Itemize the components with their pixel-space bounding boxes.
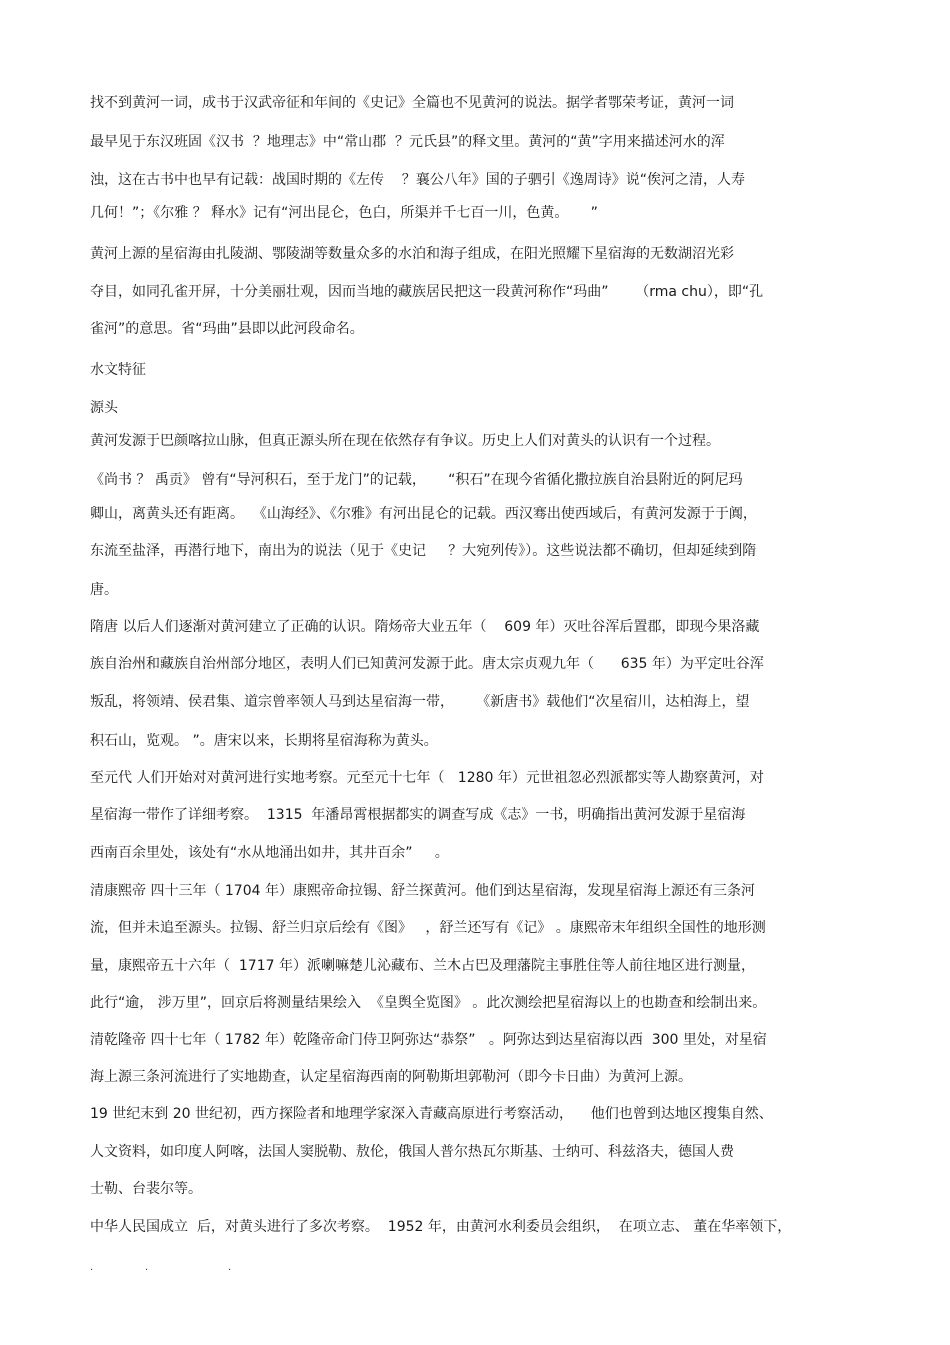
text-line: 唐。 [90,582,118,598]
text-line: 最早见于东汉班固《汉书 ？地理志》中“常山郡 ？元氏县”的释文里。黄河的“黄”字用来描述河水的浑 [90,134,725,150]
text-line: 《尚书 ？ 禹贡》 曾有“导河积石，至于龙门”的记载， “积石”在现今省循化撒拉族自治县附近的阿尼玛 [90,472,743,488]
text-line: 积石山，览观。 ”。唐宋以来，长期将星宿海称为黄头。 [90,733,438,749]
text-line: 叛乱，将领靖、侯君集、道宗曾率领人马到达星宿海一带， 《新唐书》载他们“次星宿川，达柏海上，望 [90,694,750,710]
text-line: 清乾隆帝 四十七年（ 1782 年）乾隆帝命门侍卫阿弥达“恭祭” 。阿弥达到达星宿海以西 300 里处，对星宿 [90,1032,767,1048]
text-line: 人文资料，如印度人阿喀，法国人窦脱勒、敖伦，俄国人普尔热瓦尔斯基、士纳可、科兹洛夫，德国人费 [90,1144,734,1160]
text-line: 士勒、台裴尔等。 [90,1181,202,1197]
text-line: 卿山，离黄头还有距离。 《山海经》、《尔雅》有河出昆仑的记载。西汉骞出使西域后，有黄河发源于于阗， [90,506,757,522]
text-line: 东流至盐泽，再潜行地下，南出为的说法（见于《史记 ？大宛列传》）。这些说法都不确切，但却延续到隋 [90,543,757,559]
text-line: 清康熙帝 四十三年（ 1704 年）康熙帝命拉锡、舒兰探黄河。他们到达星宿海，发现星宿海上源还有三条河 [90,883,755,899]
text-line: 中华人民国成立 后，对黄头进行了多次考察。 1952 年，由黄河水利委员会组织， 在项立志、 董在华率领下， [90,1219,792,1235]
text-line: 水文特征 [90,362,146,378]
text-line: 量，康熙帝五十六年（ 1717 年）派喇嘛楚儿沁藏布、兰木占巴及理藩院主事胜住等人前往地区进行测量， [90,958,755,974]
text-line: 隋唐 以后人们逐渐对黄河建立了正确的认识。隋炀帝大业五年（ 609 年）灭吐谷浑后置郡，即现今果洛藏 [90,619,760,635]
text-line: 星宿海一带作了详细考察。 1315 年潘昂霄根据都实的调查写成《志》一书，明确指出黄河发源于星宿海 [90,807,746,823]
text-line: 黄河发源于巴颜喀拉山脉，但真正源头所在现在依然存有争议。历史上人们对黄头的认识有一个过程。 [90,433,720,449]
text-line: 黄河上源的星宿海由扎陵湖、鄂陵湖等数量众多的水泊和海子组成，在阳光照耀下星宿海的无数湖沼光彩 [90,246,734,262]
text-line: 流，但并未追至源头。拉锡、舒兰归京后绘有《图》 ，舒兰还写有《记》 。康熙帝末年组织全国性的地形测 [90,920,766,936]
text-line: 源头 [90,400,118,416]
text-line: 此行“逾， 涉万里”，回京后将测量结果绘入 《皇舆全览图》 。此次测绘把星宿海以上的也勘查和绘制出来。 [90,995,767,1011]
footer-mark: . [145,1262,149,1273]
text-line: 浊，这在古书中也早有记载：战国时期的《左传 ？襄公八年》国的子驷引《逸周诗》说“俟河之清，人寿 [90,172,746,188]
text-line: 几何！”；《尔雅 ？ 释水》记有“河出昆仑，色白，所渠并千七百一川，色黄。 ” [90,205,598,221]
text-line: 西南百余里处，该处有“水从地涌出如井，其井百余” 。 [90,845,449,861]
text-line: 族自治州和藏族自治州部分地区，表明人们已知黄河发源于此。唐太宗贞观九年（ 635 年）为平定吐谷浑 [90,656,764,672]
footer-mark: . [90,1262,94,1273]
text-line: 雀河”的意思。省“玛曲”县即以此河段命名。 [90,321,364,337]
text-line: 海上源三条河流进行了实地勘查，认定星宿海西南的阿勒斯坦郭勒河（即今卡日曲）为黄河上源。 [90,1069,692,1085]
text-line: 夺目，如同孔雀开屏，十分美丽壮观，因而当地的藏族居民把这一段黄河称作“玛曲” （rma chu），即“孔 [90,284,764,300]
footer-mark: . [228,1262,232,1273]
text-line: 找不到黄河一词，成书于汉武帝征和年间的《史记》全篇也不见黄河的说法。据学者鄂荣考证，黄河一词 [90,95,734,111]
text-line: 至元代 人们开始对对黄河进行实地考察。元至元十七年（ 1280 年）元世祖忽必烈派都实等人勘察黄河，对 [90,770,764,786]
text-line: 19 世纪末到 20 世纪初，西方探险者和地理学家深入青藏高原进行考察活动， 他们也曾到达地区搜集自然、 [90,1106,773,1122]
